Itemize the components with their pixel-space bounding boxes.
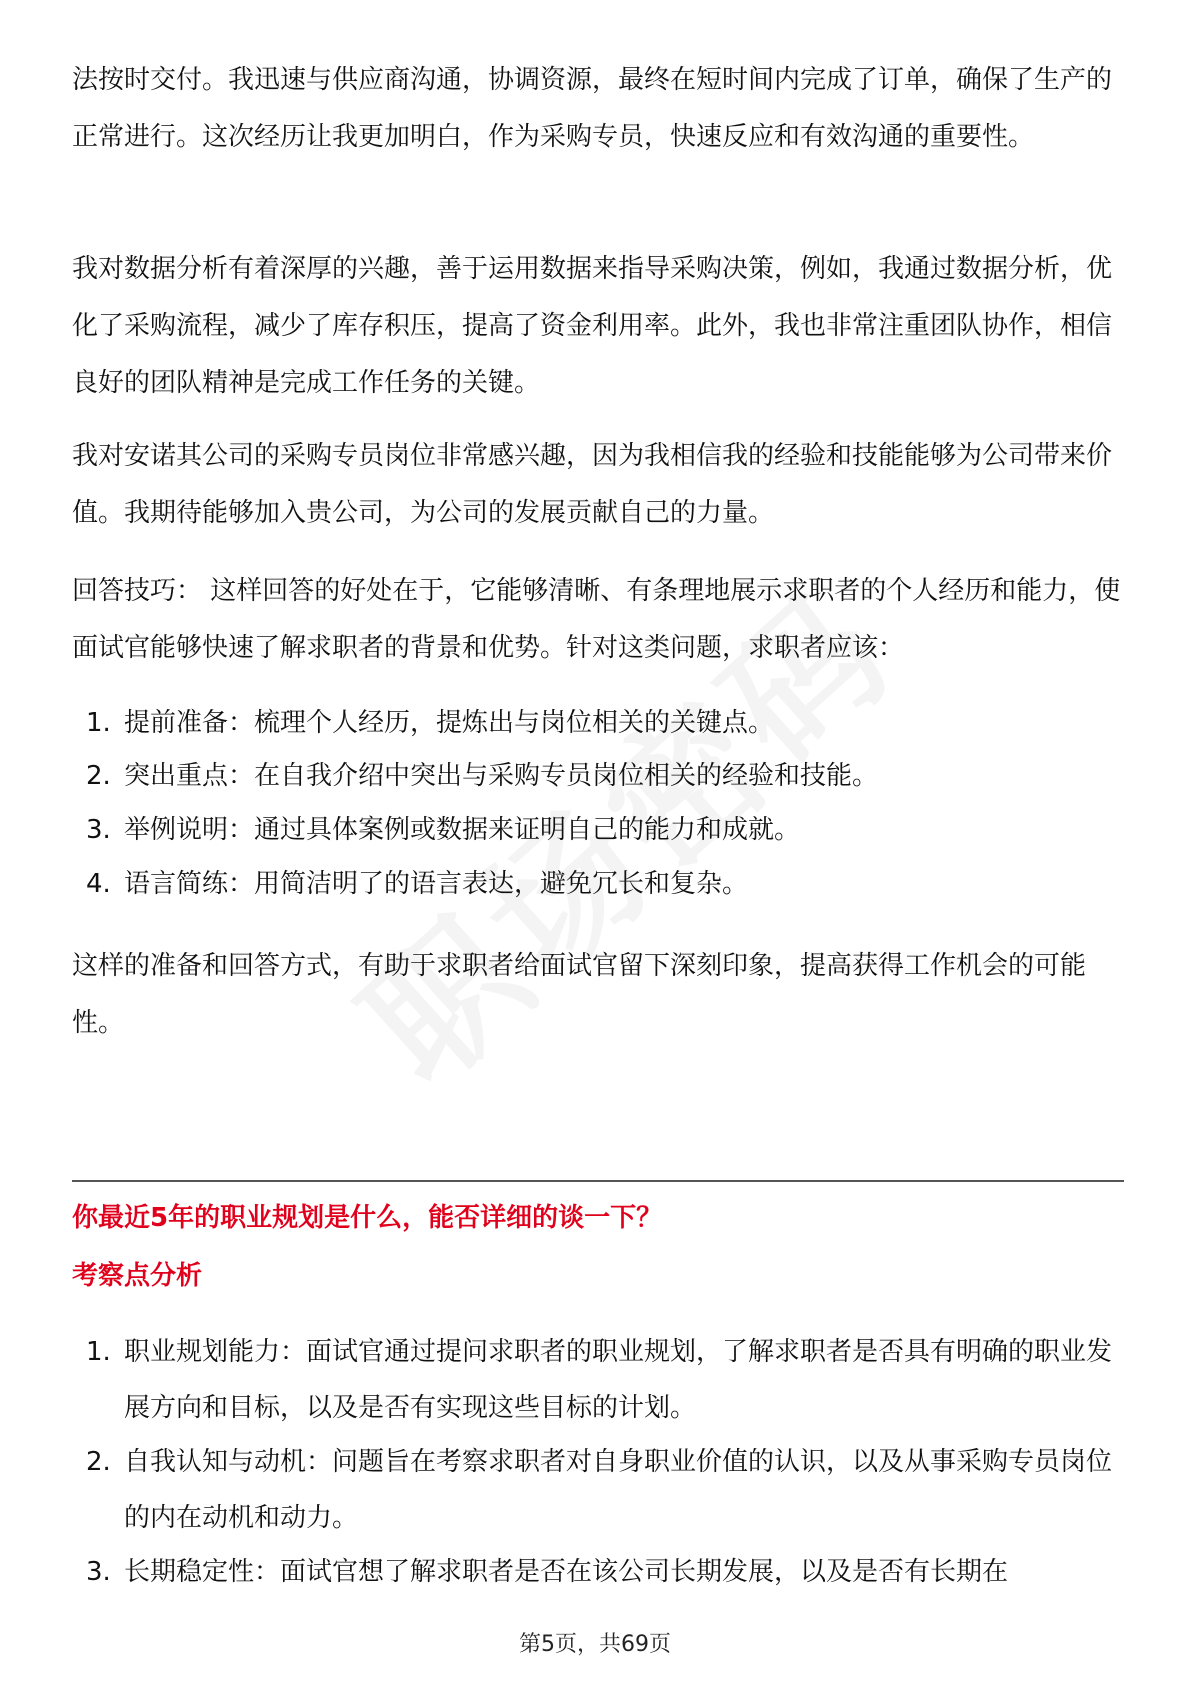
- analysis-text: 职业规划能力：面试官通过提问求职者的职业规划，了解求职者是否具有明确的职业发展方向和目标，以及是否有实现这些目标的计划。: [124, 1337, 1113, 1423]
- tip-number: 4.: [86, 869, 111, 899]
- tip-number: 1.: [86, 708, 111, 738]
- tip-text: 提前准备：梳理个人经历，提炼出与岗位相关的关键点。: [124, 708, 775, 738]
- analysis-number: 1.: [86, 1337, 111, 1367]
- tip-text: 举例说明：通过具体案例或数据来证明自己的能力和成就。: [124, 815, 801, 845]
- tip-text: 突出重点：在自我介绍中突出与采购专员岗位相关的经验和技能。: [124, 761, 879, 791]
- analysis-number: 3.: [86, 1557, 111, 1587]
- analysis-number: 2.: [86, 1447, 111, 1477]
- interview-question: 你最近5年的职业规划是什么，能否详细的谈一下？: [72, 1203, 663, 1233]
- paragraph-3: 我对安诺其公司的采购专员岗位非常感兴趣，因为我相信我的经验和技能能够为公司带来价值。我期待能够加入贵公司，为公司的发展贡献自己的力量。: [72, 441, 1113, 528]
- closing-paragraph: 这样的准备和回答方式，有助于求职者给面试官留下深刻印象，提高获得工作机会的可能性。: [72, 951, 1087, 1038]
- section-title: 考察点分析: [72, 1261, 203, 1291]
- answer-tips-paragraph: 回答技巧： 这样回答的好处在于，它能够清晰、有条理地展示求职者的个人经历和能力，使面试官能够快速了解求职者的背景和优势。针对这类问题，求职者应该：: [72, 576, 1121, 663]
- paragraph-1: 法按时交付。我迅速与供应商沟通，协调资源，最终在短时间内完成了订单，确保了生产的正常进行。这次经历让我更加明白，作为采购专员，快速反应和有效沟通的重要性。: [72, 65, 1113, 152]
- paragraph-2: 我对数据分析有着深厚的兴趣，善于运用数据来指导采购决策，例如，我通过数据分析，优化了采购流程，减少了库存积压，提高了资金利用率。此外，我也非常注重团队协作，相信良好的团队精神是完成工作任务的关键。: [72, 254, 1113, 398]
- tip-number: 2.: [86, 761, 111, 791]
- analysis-text: 自我认知与动机：问题旨在考察求职者对自身职业价值的认识，以及从事采购专员岗位的内在动机和动力。: [124, 1447, 1113, 1533]
- tip-text: 语言简练：用简洁明了的语言表达，避免冗长和复杂。: [124, 869, 749, 899]
- section-divider: [72, 1180, 1124, 1182]
- analysis-text: 长期稳定性：面试官想了解求职者是否在该公司长期发展，以及是否有长期在: [124, 1557, 1009, 1587]
- page-footer: 第5页，共69页: [519, 1632, 671, 1657]
- tip-number: 3.: [86, 815, 111, 845]
